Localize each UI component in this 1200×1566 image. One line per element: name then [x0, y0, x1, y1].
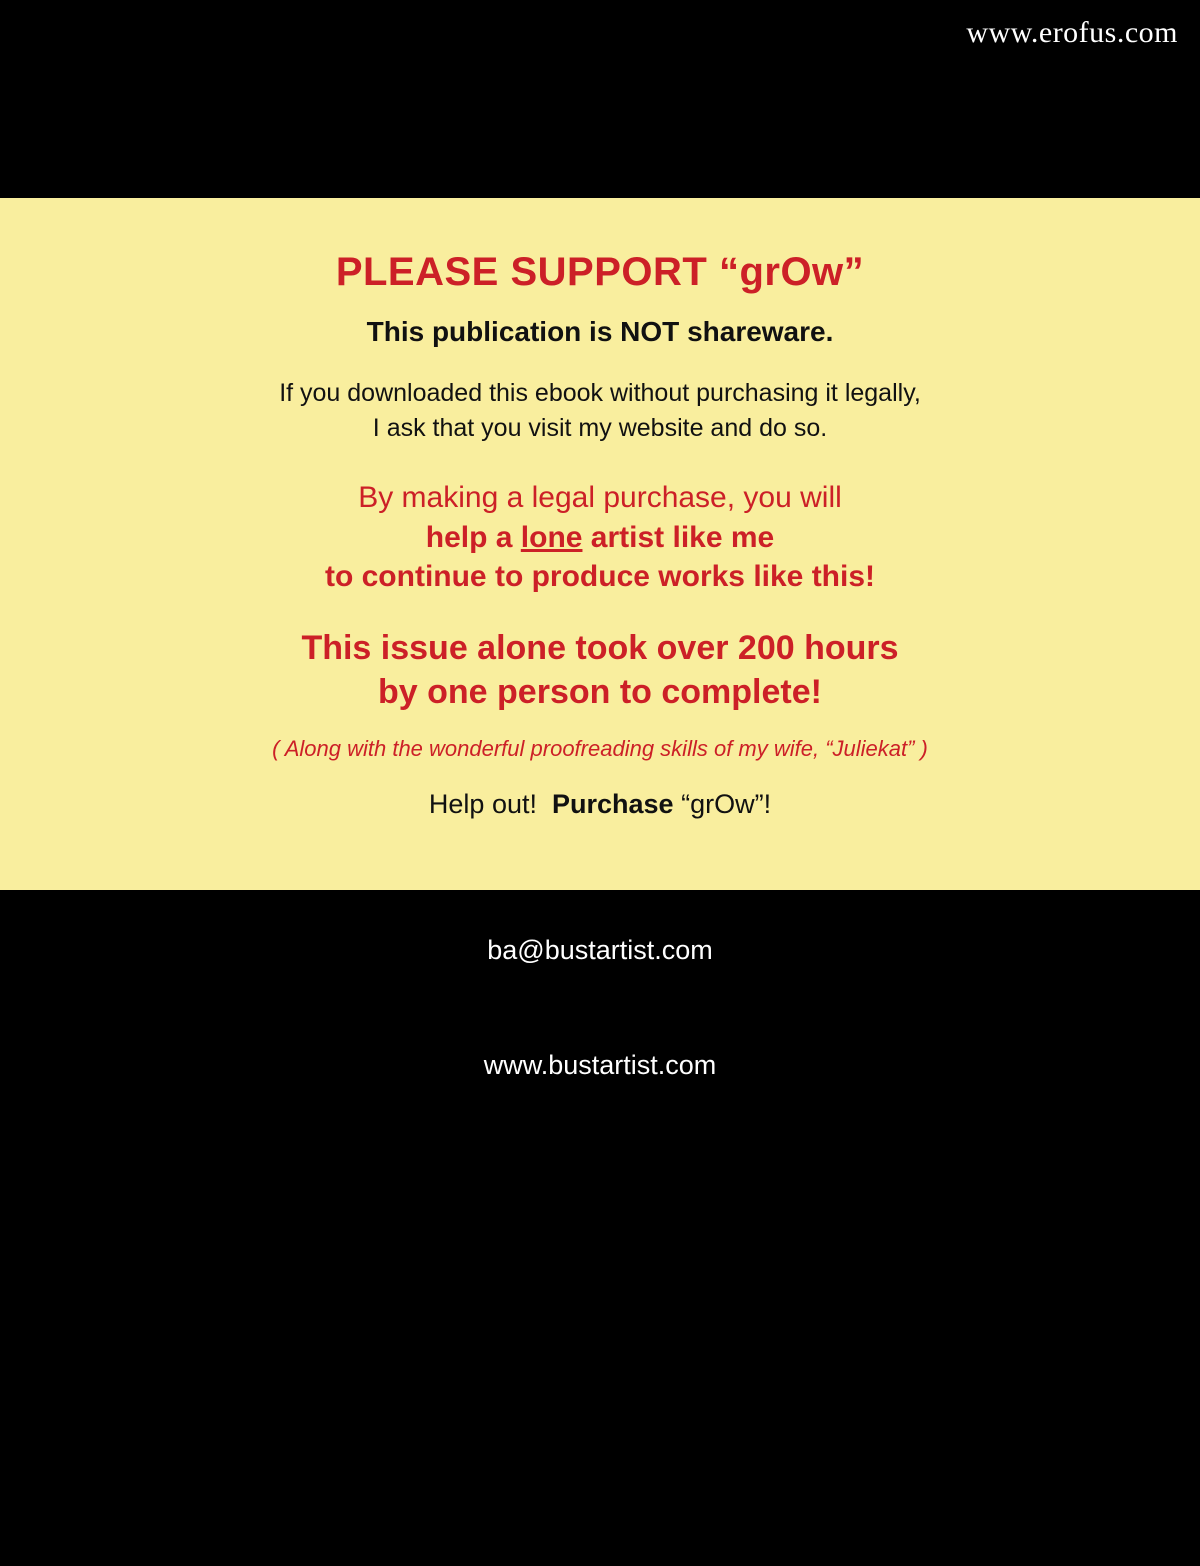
purchase-appeal-line-2-post: artist like me: [582, 520, 775, 554]
proofreading-credit: ( Along with the wonderful proofreading skills of my wife, “Juliekat” ): [272, 735, 928, 761]
help-out-post: “grOw”!: [673, 789, 772, 820]
purchase-appeal-line-2: [0, 518, 1200, 557]
site-watermark: www.erofus.com: [966, 16, 1178, 49]
notice-body-line-1: If you downloaded this ebook without purchasing it legally,: [279, 379, 921, 408]
purchase-appeal-emphasis: lone: [520, 520, 583, 554]
notice-body: [0, 376, 1200, 445]
help-out-line: [0, 788, 1200, 820]
purchase-appeal-block: [0, 479, 1200, 595]
help-out-purchase-word: Purchase: [552, 789, 674, 820]
notice-headline: PLEASE SUPPORT “grOw”: [335, 250, 865, 294]
notice-subheadline: This publication is NOT shareware.: [366, 316, 834, 347]
production-hours-block: [0, 626, 1200, 714]
contact-email[interactable]: ba@bustartist.com: [487, 935, 713, 965]
purchase-appeal-line-3: to continue to produce works like this!: [324, 559, 876, 593]
purchase-appeal-line-1: By making a legal purchase, you will: [358, 481, 842, 515]
purchase-appeal-line-2-pre: help a: [425, 520, 521, 554]
support-notice-panel: [0, 198, 1200, 890]
notice-body-line-2: I ask that you visit my website and do so.: [372, 413, 828, 442]
help-out-pre: Help out!: [428, 789, 552, 820]
production-hours-line-2: by one person to complete!: [378, 672, 822, 711]
production-hours-line-1: This issue alone took over 200 hours: [301, 628, 899, 667]
contact-website[interactable]: www.bustartist.com: [483, 1050, 717, 1080]
